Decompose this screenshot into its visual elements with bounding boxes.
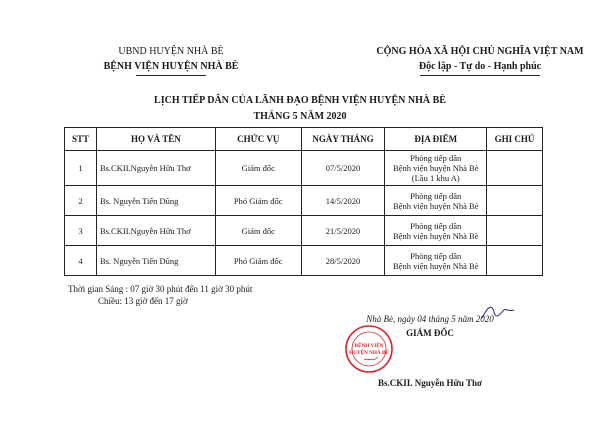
col-header-name: HỌ VÀ TÊN <box>96 128 215 151</box>
handwritten-signature <box>478 300 518 326</box>
cell-position: Giám đốc <box>215 216 301 246</box>
location-line: Bệnh viện huyện Nhà Bè <box>393 260 479 271</box>
location-line: Phòng tiếp dân <box>410 153 462 163</box>
stamp-inner-ring <box>352 332 386 366</box>
cell-note <box>487 246 543 276</box>
cell-name: Bs.CKII.Nguyễn Hữu Thơ <box>96 216 215 246</box>
schedule-table <box>64 127 543 276</box>
cell-name: Bs. Nguyễn Tiến Dũng <box>96 246 215 276</box>
cell-stt: 4 <box>65 246 97 276</box>
table-row <box>65 216 543 246</box>
cell-location <box>385 216 487 246</box>
col-header-note: GHI CHÚ <box>487 128 543 151</box>
cell-name: Bs.CKII.Nguyễn Hữu Thơ <box>96 151 215 186</box>
cell-stt: 2 <box>65 186 97 216</box>
motto-underline <box>420 75 540 76</box>
col-header-date: NGÀY THÁNG <box>301 128 385 151</box>
cell-note <box>487 216 543 246</box>
table-header-row <box>65 128 543 151</box>
cell-date: 21/5/2020 <box>301 216 385 246</box>
location-line: Bệnh viện huyện Nhà Bè <box>393 163 479 173</box>
cell-note <box>487 151 543 186</box>
title-line-2: THÁNG 5 NĂM 2020 <box>253 111 347 122</box>
location-line: Phòng tiếp dân <box>410 190 462 201</box>
issuer-dept: BỆNH VIỆN HUYỆN NHÀ BÈ <box>103 61 239 72</box>
official-stamp <box>344 324 394 374</box>
document-title <box>0 93 600 125</box>
cell-location <box>385 246 487 276</box>
table-row <box>65 151 543 186</box>
issuer-org: UBND HUYỆN NHÀ BÈ <box>118 46 224 57</box>
location-line: Phòng tiếp dân <box>410 220 462 231</box>
stamp-text-bottom: HUYỆN NHÀ BÈ <box>349 350 389 356</box>
cell-position: Phó Giám đốc <box>215 186 301 216</box>
table-row <box>65 186 543 216</box>
cell-location <box>385 151 487 186</box>
reception-hours-afternoon: Chiều: 13 giờ đến 17 giờ <box>98 296 188 306</box>
cell-stt: 3 <box>65 216 97 246</box>
signing-date: Nhà Bè, ngày 04 tháng 5 năm 2020 <box>366 314 494 324</box>
issuer-header <box>96 44 246 76</box>
signer-role: GIÁM ĐỐC <box>406 328 454 338</box>
issuer-underline <box>136 75 206 76</box>
nation-name: CỘNG HÒA XÃ HỘI CHỦ NGHĨA VIỆT NAM <box>376 46 584 57</box>
cell-stt: 1 <box>65 151 97 186</box>
stamp-signature-mark <box>364 357 378 360</box>
col-header-stt: STT <box>65 128 97 151</box>
cell-note <box>487 186 543 216</box>
col-header-position: CHỨC VỤ <box>215 128 301 151</box>
cell-date: 07/5/2020 <box>301 151 385 186</box>
location-line: Phòng tiếp dân <box>410 250 462 261</box>
stamp-text-top: BỆNH VIỆN <box>354 343 384 349</box>
cell-position: Giám đốc <box>215 151 301 186</box>
reception-hours <box>68 283 252 307</box>
national-motto: Độc lập - Tự do - Hạnh phúc <box>418 61 542 72</box>
location-line: Bệnh viện huyện Nhà Bè <box>393 200 479 211</box>
cell-location <box>385 186 487 216</box>
reception-hours-morning: Thời gian Sáng : 07 giờ 30 phút đến 11 giờ 30 phút <box>68 284 253 294</box>
col-header-location: ĐỊA ĐIỂM <box>385 128 487 151</box>
stamp-outer-ring <box>346 326 392 372</box>
title-line-1: LỊCH TIẾP DÂN CỦA LÃNH ĐẠO BỆNH VIỆN HUYỆN NHÀ BÈ <box>154 95 446 106</box>
signer-name: Bs.CKII. Nguyễn Hữu Thơ <box>377 378 482 388</box>
signature-stroke <box>482 307 514 318</box>
cell-date: 28/5/2020 <box>301 246 385 276</box>
cell-date: 14/5/2020 <box>301 186 385 216</box>
table-row <box>65 246 543 276</box>
location-line: (Lầu 1 khu A) <box>411 173 460 183</box>
cell-position: Phó Giám đốc <box>215 246 301 276</box>
cell-name: Bs. Nguyễn Tiến Dũng <box>96 186 215 216</box>
national-header <box>370 44 590 76</box>
location-line: Bệnh viện huyện Nhà Bè <box>393 230 479 241</box>
